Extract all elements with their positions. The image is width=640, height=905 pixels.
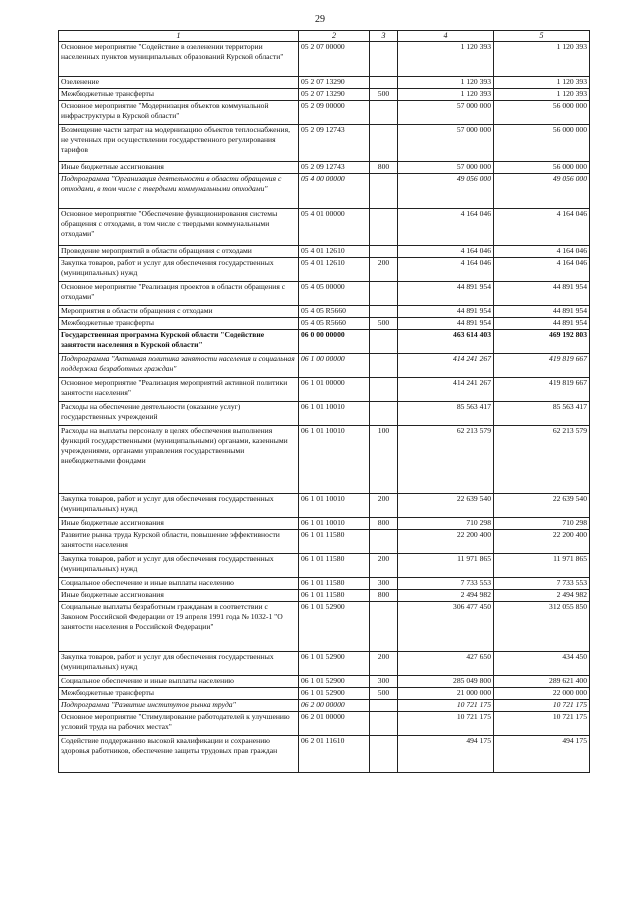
row-name: Подпрограмма "Развитие институтов рынка труда" <box>59 700 299 712</box>
row-code: 06 1 01 52900 <box>299 688 370 700</box>
row-name: Проведение мероприятий в области обращения с отходами <box>59 246 299 258</box>
row-value-2021: 22 639 540 <box>494 494 590 518</box>
row-name: Государственная программа Курской области "Содействие занятости населения в Курской области" <box>59 330 299 354</box>
row-code: 05 2 07 13290 <box>299 89 370 101</box>
row-code: 06 1 01 10010 <box>299 494 370 518</box>
row-expense-type <box>370 330 398 354</box>
row-value-2020: 710 298 <box>398 518 494 530</box>
row-value-2021: 2 494 982 <box>494 590 590 602</box>
row-expense-type: 300 <box>370 578 398 590</box>
row-code: 06 1 01 11580 <box>299 554 370 578</box>
row-expense-type <box>370 282 398 306</box>
table-row <box>59 676 590 688</box>
row-value-2020: 494 175 <box>398 736 494 773</box>
row-value-2020: 285 049 800 <box>398 676 494 688</box>
table-row <box>59 282 590 306</box>
table-row <box>59 578 590 590</box>
row-name: Основное мероприятие "Стимулирование работодателей к улучшению условий труда на рабочих местах" <box>59 712 299 736</box>
row-value-2020: 1 120 393 <box>398 89 494 101</box>
row-expense-type: 500 <box>370 89 398 101</box>
row-expense-type <box>370 712 398 736</box>
row-value-2021: 419 819 667 <box>494 378 590 402</box>
row-name: Мероприятия в области обращения с отходами <box>59 306 299 318</box>
row-name: Социальное обеспечение и иные выплаты населению <box>59 676 299 688</box>
row-code: 06 1 01 52900 <box>299 676 370 688</box>
row-code: 06 1 01 11580 <box>299 530 370 554</box>
row-value-2020: 414 241 267 <box>398 378 494 402</box>
row-expense-type: 200 <box>370 652 398 676</box>
row-code: 05 4 05 R5660 <box>299 306 370 318</box>
row-expense-type: 800 <box>370 518 398 530</box>
row-value-2021: 469 192 803 <box>494 330 590 354</box>
row-code: 05 2 07 00000 <box>299 42 370 77</box>
row-code: 06 2 01 11610 <box>299 736 370 773</box>
table-row <box>59 174 590 209</box>
row-value-2020: 4 164 046 <box>398 246 494 258</box>
row-name: Иные бюджетные ассигнования <box>59 518 299 530</box>
row-value-2021: 85 563 417 <box>494 402 590 426</box>
row-value-2021: 11 971 865 <box>494 554 590 578</box>
table-row <box>59 736 590 773</box>
row-value-2020: 44 891 954 <box>398 318 494 330</box>
row-name: Закупка товаров, работ и услуг для обеспечения государственных (муниципальных) нужд <box>59 258 299 282</box>
row-value-2020: 22 639 540 <box>398 494 494 518</box>
row-name: Основное мероприятие "Реализация мероприятий активной политики занятости населения" <box>59 378 299 402</box>
row-name: Расходы на выплаты персоналу в целях обеспечения выполнения функций государственными (муниципальными) органами, казенными учреждениями, органами управления государственными внебюджетными фондами <box>59 426 299 494</box>
row-value-2021: 4 164 046 <box>494 209 590 246</box>
table-row <box>59 700 590 712</box>
row-value-2020: 49 056 000 <box>398 174 494 209</box>
row-name: Социальное обеспечение и иные выплаты населению <box>59 578 299 590</box>
row-value-2021: 494 175 <box>494 736 590 773</box>
table-row <box>59 494 590 518</box>
table-row <box>59 209 590 246</box>
row-expense-type <box>370 378 398 402</box>
row-value-2020: 4 164 046 <box>398 209 494 246</box>
row-expense-type <box>370 402 398 426</box>
row-expense-type <box>370 530 398 554</box>
row-expense-type <box>370 700 398 712</box>
row-value-2021: 44 891 954 <box>494 282 590 306</box>
row-code: 05 2 09 12743 <box>299 125 370 162</box>
row-code: 06 1 01 11580 <box>299 578 370 590</box>
row-value-2021: 434 450 <box>494 652 590 676</box>
row-name: Иные бюджетные ассигнования <box>59 590 299 602</box>
row-expense-type <box>370 125 398 162</box>
row-value-2021: 1 120 393 <box>494 89 590 101</box>
row-name: Иные бюджетные ассигнования <box>59 162 299 174</box>
row-code: 06 2 00 00000 <box>299 700 370 712</box>
row-name: Развитие рынка труда Курской области, повышение эффективности занятости населения <box>59 530 299 554</box>
row-value-2021: 10 721 175 <box>494 712 590 736</box>
row-value-2020: 7 733 553 <box>398 578 494 590</box>
row-value-2020: 11 971 865 <box>398 554 494 578</box>
row-value-2021: 44 891 954 <box>494 306 590 318</box>
row-code: 05 4 05 R5660 <box>299 318 370 330</box>
row-value-2021: 56 000 000 <box>494 162 590 174</box>
row-expense-type <box>370 736 398 773</box>
row-value-2020: 44 891 954 <box>398 306 494 318</box>
row-value-2020: 1 120 393 <box>398 77 494 89</box>
row-value-2020: 57 000 000 <box>398 101 494 125</box>
table-row <box>59 101 590 125</box>
row-value-2021: 1 120 393 <box>494 77 590 89</box>
row-name: Подпрограмма "Активная политика занятости населения и социальная поддержка безработных граждан" <box>59 354 299 378</box>
row-expense-type <box>370 246 398 258</box>
row-expense-type: 800 <box>370 590 398 602</box>
row-value-2020: 22 200 400 <box>398 530 494 554</box>
row-expense-type <box>370 306 398 318</box>
row-value-2021: 710 298 <box>494 518 590 530</box>
row-value-2020: 414 241 267 <box>398 354 494 378</box>
table-row <box>59 530 590 554</box>
table-row <box>59 318 590 330</box>
row-value-2020: 62 213 579 <box>398 426 494 494</box>
table-row <box>59 258 590 282</box>
row-expense-type: 300 <box>370 676 398 688</box>
row-expense-type: 500 <box>370 318 398 330</box>
table-row <box>59 712 590 736</box>
row-name: Основное мероприятие "Реализация проектов в области обращения с отходами" <box>59 282 299 306</box>
row-code: 06 1 01 00000 <box>299 378 370 402</box>
row-value-2020: 10 721 175 <box>398 712 494 736</box>
row-code: 06 1 01 52900 <box>299 652 370 676</box>
row-name: Содействие поддержанию высокой квалификации и сохранению здоровья работников, обеспечение защиты трудовых прав граждан <box>59 736 299 773</box>
row-name: Закупка товаров, работ и услуг для обеспечения государственных (муниципальных) нужд <box>59 494 299 518</box>
row-code: 05 2 07 13290 <box>299 77 370 89</box>
table-row <box>59 402 590 426</box>
row-expense-type <box>370 42 398 77</box>
table-row <box>59 590 590 602</box>
table-row <box>59 554 590 578</box>
row-name: Возмещение части затрат на модернизацию объектов теплоснабжения, не учтенных при осуществлении государственного регулирования тарифов <box>59 125 299 162</box>
row-value-2020: 57 000 000 <box>398 162 494 174</box>
row-code: 05 4 01 12610 <box>299 246 370 258</box>
row-code: 05 4 00 00000 <box>299 174 370 209</box>
header-col-4: 4 <box>398 31 494 42</box>
row-value-2020: 1 120 393 <box>398 42 494 77</box>
row-expense-type: 200 <box>370 494 398 518</box>
row-code: 06 1 00 00000 <box>299 354 370 378</box>
row-code: 05 2 09 00000 <box>299 101 370 125</box>
row-name: Подпрограмма "Организация деятельности в области обращения с отходами, в том числе с твердыми коммунальными отходами" <box>59 174 299 209</box>
row-expense-type: 800 <box>370 162 398 174</box>
row-value-2021: 10 721 175 <box>494 700 590 712</box>
row-value-2021: 44 891 954 <box>494 318 590 330</box>
row-value-2021: 419 819 667 <box>494 354 590 378</box>
header-row <box>59 31 590 42</box>
row-name: Основное мероприятие "Обеспечение функционирования системы обращения с отходами, в том числе с твердыми коммунальными отходами" <box>59 209 299 246</box>
row-value-2021: 7 733 553 <box>494 578 590 590</box>
table-row <box>59 246 590 258</box>
row-name: Межбюджетные трансферты <box>59 318 299 330</box>
row-value-2020: 57 000 000 <box>398 125 494 162</box>
row-value-2021: 56 000 000 <box>494 125 590 162</box>
row-expense-type <box>370 354 398 378</box>
page-number: 29 <box>315 14 325 25</box>
row-name: Социальные выплаты безработным гражданам в соответствии с Законом Российской Федерации от 19 апреля 1991 года № 1032-1 "О занятости населения в Российской Федерации" <box>59 602 299 652</box>
row-code: 05 4 05 00000 <box>299 282 370 306</box>
row-expense-type <box>370 209 398 246</box>
row-expense-type <box>370 174 398 209</box>
row-value-2020: 44 891 954 <box>398 282 494 306</box>
row-code: 06 1 01 10010 <box>299 426 370 494</box>
row-expense-type: 100 <box>370 426 398 494</box>
row-code: 06 1 01 11580 <box>299 590 370 602</box>
table-row <box>59 306 590 318</box>
row-code: 05 4 01 00000 <box>299 209 370 246</box>
row-value-2020: 427 650 <box>398 652 494 676</box>
row-code: 06 0 00 00000 <box>299 330 370 354</box>
budget-table <box>58 30 590 773</box>
header-col-5: 5 <box>494 31 590 42</box>
row-value-2020: 463 614 403 <box>398 330 494 354</box>
row-value-2020: 2 494 982 <box>398 590 494 602</box>
table-row <box>59 426 590 494</box>
row-value-2020: 10 721 175 <box>398 700 494 712</box>
row-name: Межбюджетные трансферты <box>59 89 299 101</box>
row-value-2021: 1 120 393 <box>494 42 590 77</box>
row-name: Основное мероприятие "Модернизация объектов коммунальной инфраструктуры в Курской области" <box>59 101 299 125</box>
row-code: 06 1 01 52900 <box>299 602 370 652</box>
row-value-2021: 56 000 000 <box>494 101 590 125</box>
header-col-3: 3 <box>370 31 398 42</box>
table-row <box>59 354 590 378</box>
row-name: Закупка товаров, работ и услуг для обеспечения государственных (муниципальных) нужд <box>59 554 299 578</box>
row-name: Закупка товаров, работ и услуг для обеспечения государственных (муниципальных) нужд <box>59 652 299 676</box>
row-expense-type <box>370 101 398 125</box>
row-name: Межбюджетные трансферты <box>59 688 299 700</box>
row-value-2021: 49 056 000 <box>494 174 590 209</box>
row-expense-type <box>370 602 398 652</box>
row-value-2021: 4 164 046 <box>494 246 590 258</box>
row-value-2020: 21 000 000 <box>398 688 494 700</box>
table-row <box>59 89 590 101</box>
row-code: 06 1 01 10010 <box>299 518 370 530</box>
row-code: 06 2 01 00000 <box>299 712 370 736</box>
table-row <box>59 77 590 89</box>
row-value-2021: 4 164 046 <box>494 258 590 282</box>
table-row <box>59 125 590 162</box>
table-row <box>59 42 590 77</box>
row-name: Озеленение <box>59 77 299 89</box>
table-body <box>59 42 590 773</box>
row-value-2021: 62 213 579 <box>494 426 590 494</box>
row-value-2020: 85 563 417 <box>398 402 494 426</box>
row-expense-type <box>370 77 398 89</box>
header-col-2: 2 <box>299 31 370 42</box>
row-value-2021: 22 000 000 <box>494 688 590 700</box>
table-row <box>59 162 590 174</box>
row-expense-type: 200 <box>370 554 398 578</box>
table-row <box>59 518 590 530</box>
table-row <box>59 330 590 354</box>
row-value-2021: 289 621 400 <box>494 676 590 688</box>
table-row <box>59 688 590 700</box>
row-code: 06 1 01 10010 <box>299 402 370 426</box>
table-row <box>59 378 590 402</box>
row-name: Основное мероприятие "Содействие в озеленении территории населенных пунктов муниципальных образований Курской области" <box>59 42 299 77</box>
header-col-1: 1 <box>59 31 299 42</box>
row-value-2020: 4 164 046 <box>398 258 494 282</box>
row-code: 05 2 09 12743 <box>299 162 370 174</box>
row-value-2020: 306 477 450 <box>398 602 494 652</box>
row-code: 05 4 01 12610 <box>299 258 370 282</box>
table-row <box>59 652 590 676</box>
row-expense-type: 500 <box>370 688 398 700</box>
row-name: Расходы на обеспечение деятельности (оказание услуг) государственных учреждений <box>59 402 299 426</box>
row-value-2021: 22 200 400 <box>494 530 590 554</box>
table-row <box>59 602 590 652</box>
row-expense-type: 200 <box>370 258 398 282</box>
row-value-2021: 312 055 850 <box>494 602 590 652</box>
